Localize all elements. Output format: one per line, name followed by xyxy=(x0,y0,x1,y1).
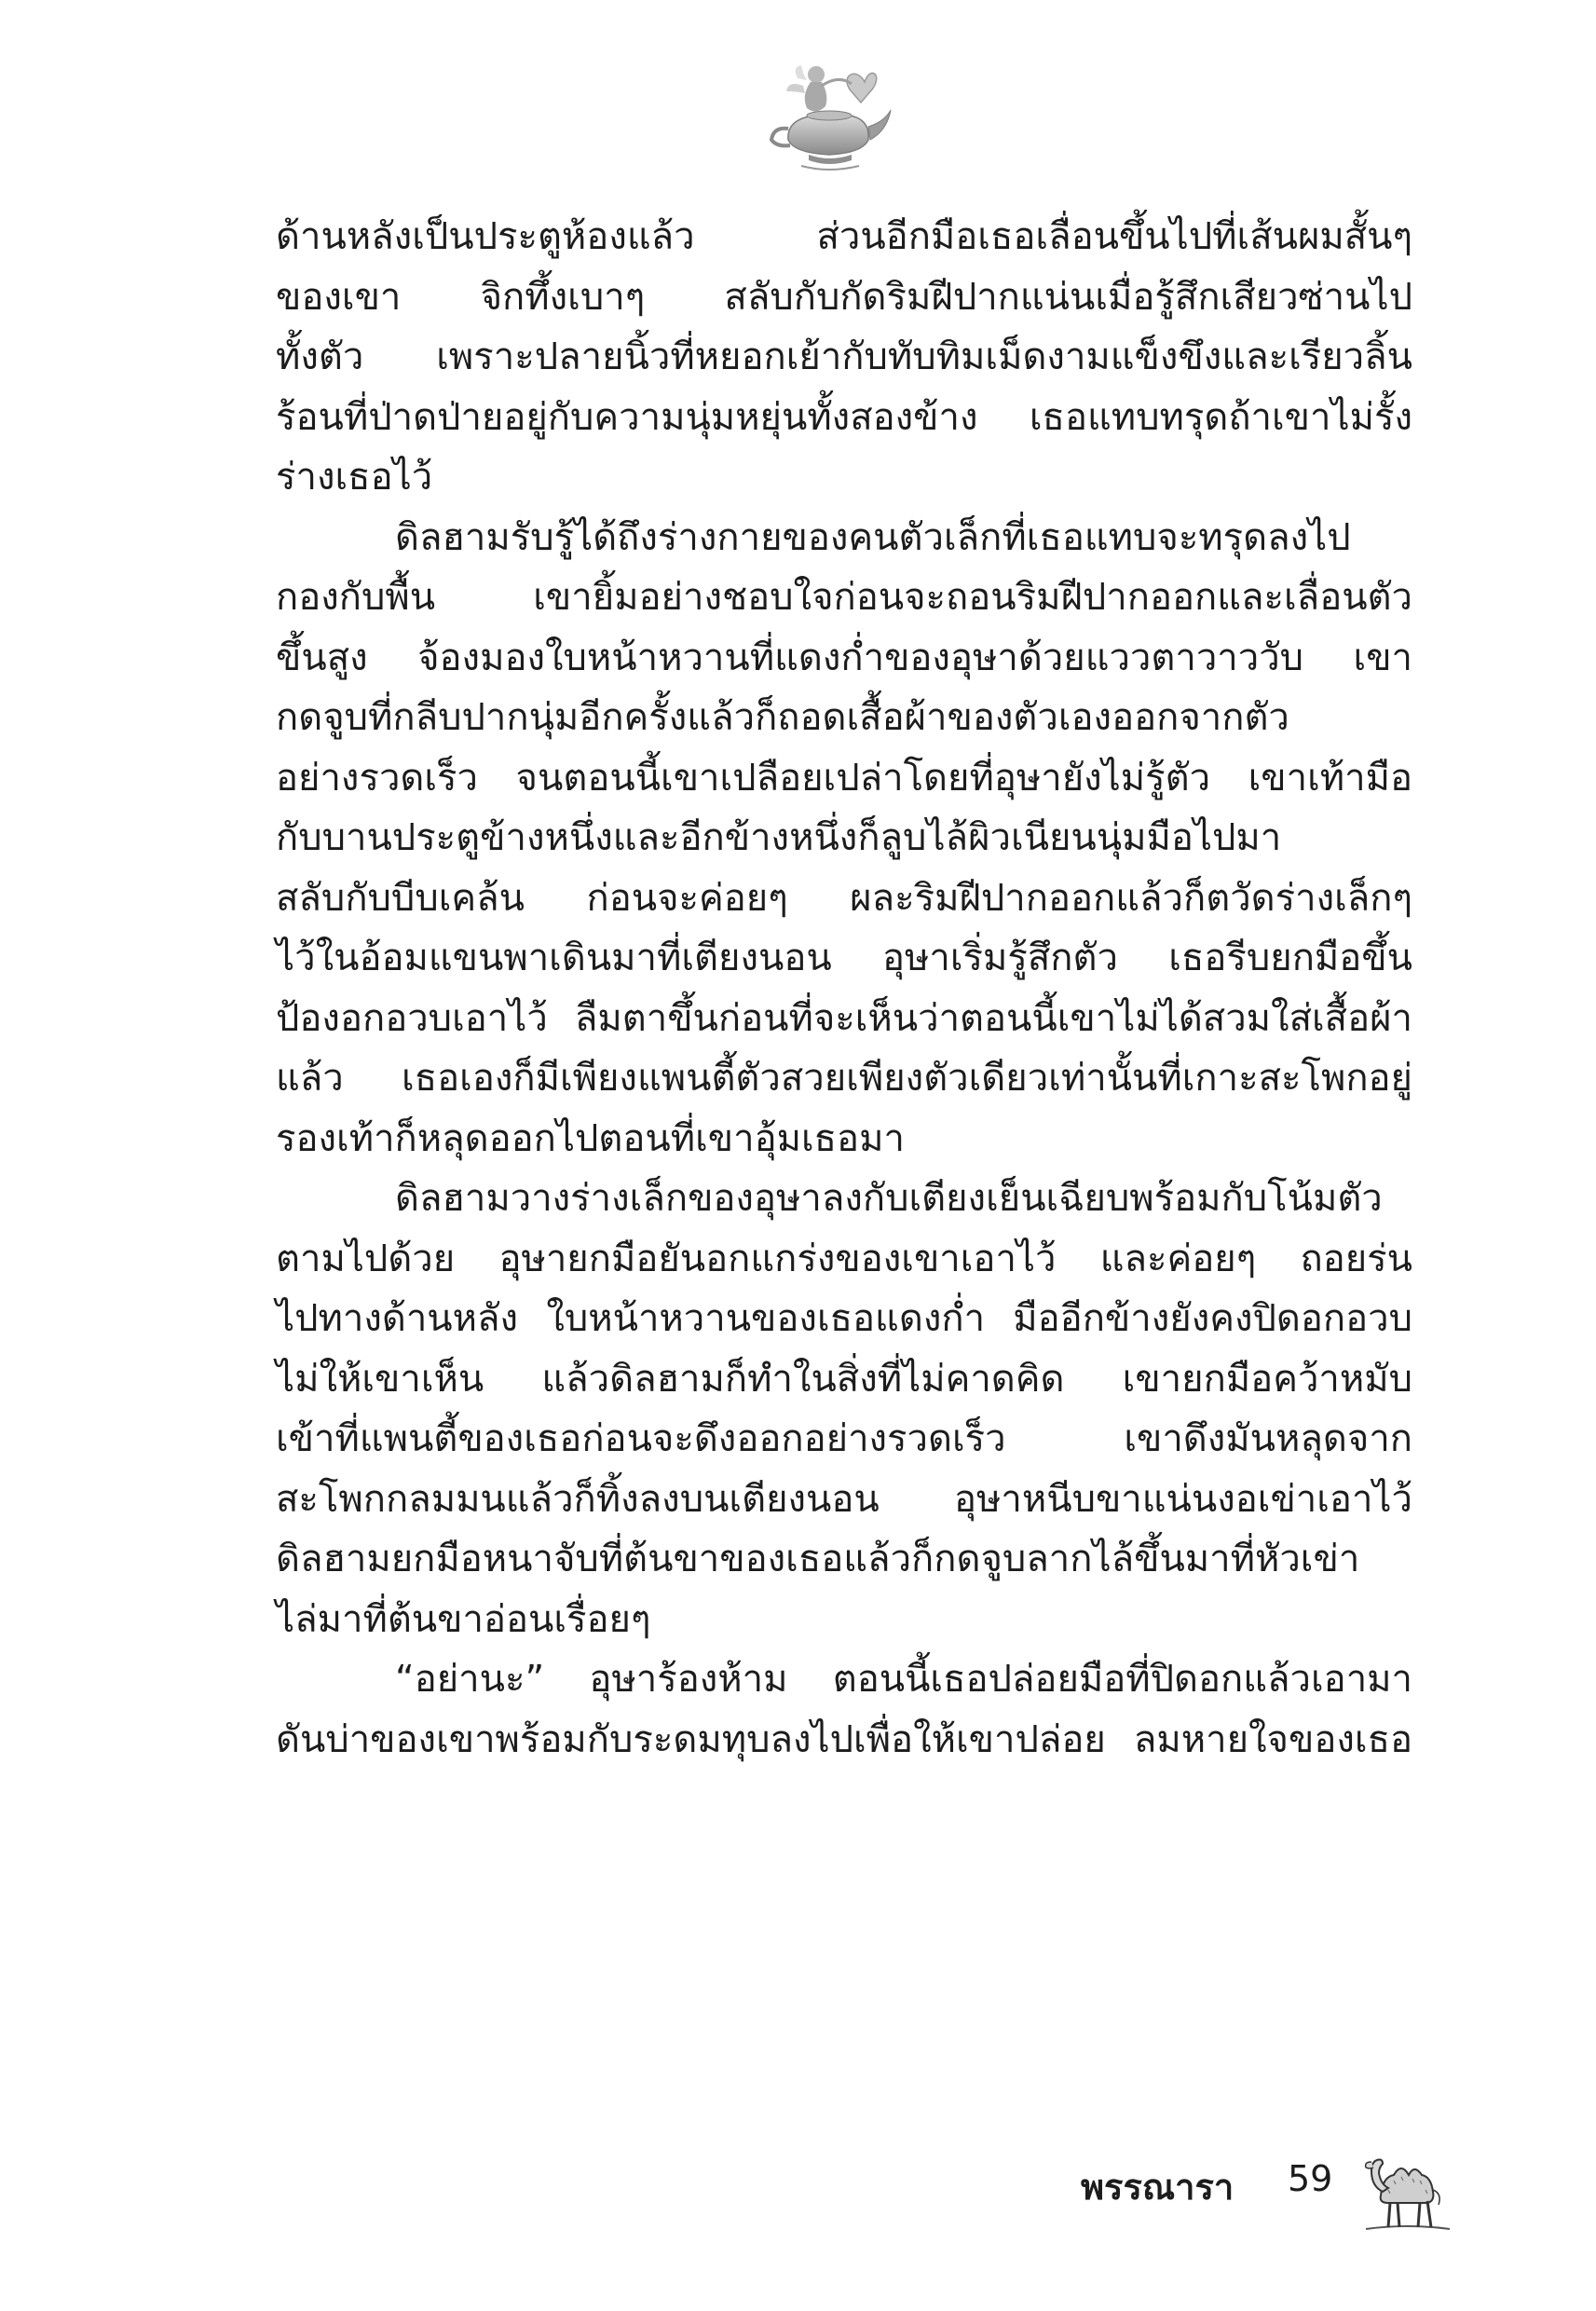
text-line: ไล่มาที่ต้นขาอ่อนเรื่อยๆ xyxy=(276,1597,651,1641)
text-line: กดจูบที่กลีบปากนุ่มอีกครั้งแล้วก็ถอดเสื้อผ้าของตัวเองออกจากตัว xyxy=(276,696,1289,739)
text-line: กับบานประตูข้างหนึ่งและอีกข้างหนึ่งก็ลูบไล้ผิวเนียนนุ่มมือไปมา xyxy=(276,816,1282,859)
text-line: ดันบ่าของเขาพร้อมกับระดมทุบลงไปเพื่อให้เขาปล่อย ลมหายใจของเธอ xyxy=(276,1717,1412,1761)
text-line: ทั้งตัว เพราะปลายนิ้วที่หยอกเย้ากับทับทิมเม็ดงามแข็งขึงและเรียวลิ้น xyxy=(276,335,1412,378)
body-text xyxy=(276,207,1412,1770)
text-line: กองกับพื้น เขายิ้มอย่างชอบใจก่อนจะถอนริมฝีปากออกและเลื่อนตัว xyxy=(276,576,1412,619)
page-footer xyxy=(1081,2143,1472,2246)
text-line: สลับกับบีบเคล้น ก่อนจะค่อยๆ ผละริมฝีปากออกแล้วก็ตวัดร่างเล็กๆ xyxy=(276,876,1412,920)
book-title: พรรณารา xyxy=(1081,2167,1235,2208)
text-line: ไปทางด้านหลัง ใบหน้าหวานของเธอแดงก่ำ มืออีกข้างยังคงปิดอกอวบ xyxy=(276,1297,1412,1340)
text-line: ดิลฮามวางร่างเล็กของอุษาลงกับเตียงเย็นเฉียบพร้อมกับโน้มตัว xyxy=(395,1177,1383,1220)
text-line: รองเท้าก็หลุดออกไปตอนที่เขาอุ้มเธอมา xyxy=(276,1116,905,1160)
text-line: ตามไปด้วย อุษายกมือยันอกแกร่งของเขาเอาไว้ และค่อยๆ ถอยร่น xyxy=(276,1237,1412,1280)
text-line: “อย่านะ” อุษาร้องห้าม ตอนนี้เธอปล่อยมือที่ปิดอกแล้วเอามา xyxy=(395,1658,1412,1701)
text-line: ขึ้นสูง จ้องมองใบหน้าหวานที่แดงก่ำของอุษาด้วยแววตาวาววับ เขา xyxy=(276,636,1412,679)
text-line: ร่างเธอไว้ xyxy=(276,456,433,499)
teapot-with-cupid-icon xyxy=(760,54,900,175)
paragraph xyxy=(276,508,1412,1169)
text-line: ของเขา จิกทึ้งเบาๆ สลับกับกัดริมฝีปากแน่นเมื่อรู้สึกเสียวซ่านไป xyxy=(276,275,1412,319)
paragraph xyxy=(276,207,1412,508)
text-line: เข้าที่แพนตี้ของเธอก่อนจะดึงออกอย่างรวดเร็ว เขาดึงมันหลุดจาก xyxy=(276,1417,1412,1460)
paragraph xyxy=(276,1649,1412,1770)
text-line: ป้องอกอวบเอาไว้ ลืมตาขึ้นก่อนที่จะเห็นว่าตอนนี้เขาไม่ได้สวมใส่เสื้อผ้า xyxy=(276,996,1412,1040)
text-line: แล้ว เธอเองก็มีเพียงแพนตี้ตัวสวยเพียงตัวเดียวเท่านั้นที่เกาะสะโพกอยู่ xyxy=(276,1057,1412,1100)
text-line: ร้อนที่ป่าดป่ายอยู่กับความนุ่มหยุ่นทั้งสองข้าง เธอแทบทรุดถ้าเขาไม่รั้ง xyxy=(276,395,1412,439)
text-line: ไม่ให้เขาเห็น แล้วดิลฮามก็ทำในสิ่งที่ไม่คาดคิด เขายกมือคว้าหมับ xyxy=(276,1357,1412,1401)
paragraph xyxy=(276,1169,1412,1649)
text-line: ไว้ในอ้อมแขนพาเดินมาที่เตียงนอน อุษาเริ่มรู้สึกตัว เธอรีบยกมือขึ้น xyxy=(276,937,1412,979)
camel-icon xyxy=(1360,2143,1453,2236)
page-number: 59 xyxy=(1288,2158,1333,2199)
text-line: สะโพกกลมมนแล้วก็ทิ้งลงบนเตียงนอน อุษาหนีบขาแน่นงอเข่าเอาไว้ xyxy=(276,1477,1412,1521)
text-line: อย่างรวดเร็ว จนตอนนี้เขาเปลือยเปล่าโดยที่อุษายังไม่รู้ตัว เขาเท้ามือ xyxy=(276,756,1412,800)
text-line: ดิลฮามยกมือหนาจับที่ต้นขาของเธอแล้วก็กดจูบลากไล้ขึ้นมาที่หัวเข่า xyxy=(276,1538,1360,1580)
text-line: ด้านหลังเป็นประตูห้องแล้ว ส่วนอีกมือเธอเลื่อนขึ้นไปที่เส้นผมสั้นๆ xyxy=(276,215,1412,258)
text-line: ดิลฮามรับรู้ได้ถึงร่างกายของคนตัวเล็กที่เธอแทบจะทรุดลงไป xyxy=(395,515,1351,559)
